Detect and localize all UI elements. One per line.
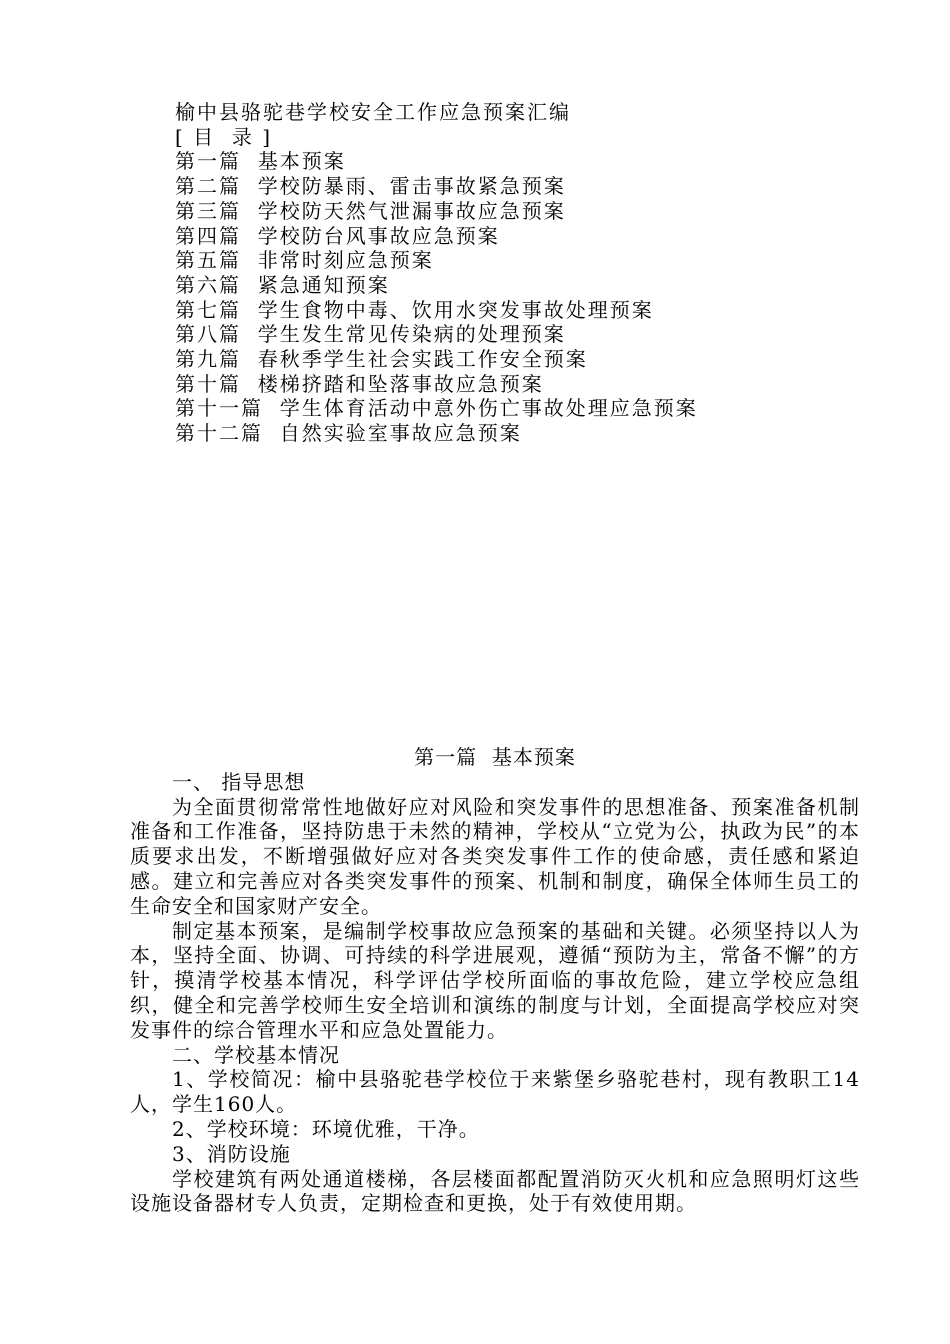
- toc-item: 第三篇 学校防天然气泄漏事故应急预案: [175, 198, 566, 223]
- paragraph: 2、学校环境：环境优雅，干净。: [172, 1116, 480, 1141]
- toc-item: 第七篇 学生食物中毒、饮用水突发事故处理预案: [175, 297, 654, 322]
- toc-heading: [ 目 录 ]: [175, 124, 273, 149]
- table-of-contents: [175, 100, 698, 446]
- toc-item: 第六篇 紧急通知预案: [175, 272, 390, 297]
- section-heading: 二、学校基本情况: [172, 1042, 340, 1067]
- toc-item: 第九篇 春秋季学生社会实践工作安全预案: [175, 347, 588, 372]
- toc-item: 第五篇 非常时刻应急预案: [175, 248, 434, 273]
- document-title: 榆中县骆驼巷学校安全工作应急预案汇编: [175, 100, 571, 124]
- toc-item: 第十一篇 学生体育活动中意外伤亡事故处理应急预案: [175, 396, 698, 421]
- toc-item: 第二篇 学校防暴雨、雷击事故紧急预案: [175, 174, 566, 199]
- toc-item: 第八篇 学生发生常见传染病的处理预案: [175, 322, 566, 347]
- section-heading: 3、消防设施: [172, 1141, 291, 1166]
- toc-item: 第十篇 楼梯挤踏和坠落事故应急预案: [175, 371, 544, 396]
- toc-item: 第十二篇 自然实验室事故应急预案: [175, 421, 522, 446]
- section-title: 第一篇 基本预案: [414, 745, 576, 769]
- paragraph: 制定基本预案，是编制学校事故应急预案的基础和关键。必须坚持以人为本，坚持全面、协调、可持续的科学进展观，遵循“预防为主，常备不懈”的方针，摸清学校基本情况，科学评估学校所面临的事故危险，建立学校应急组织，健全和完善学校师生安全培训和演练的制度与计划，全面提高学校应对突发事件的综合管理水平和应急处置能力。: [130, 918, 860, 1042]
- section-basic-plan: [130, 745, 860, 1216]
- section-heading: 一、 指导思想: [172, 769, 306, 794]
- toc-item: 第一篇 基本预案: [175, 149, 346, 174]
- toc-item: 第四篇 学校防台风事故应急预案: [175, 223, 500, 248]
- paragraph: 学校建筑有两处通道楼梯，各层楼面都配置消防灭火机和应急照明灯这些设施设备器材专人负责，定期检查和更换，处于有效使用期。: [130, 1166, 860, 1216]
- paragraph: 为全面贯彻常常性地做好应对风险和突发事件的思想准备、预案准备机制准备和工作准备，坚持防患于未然的精神，学校从“立党为公，执政为民”的本质要求出发，不断增强做好应对各类突发事件工作的使命感，责任感和紧迫感。建立和完善应对各类突发事件的预案、机制和制度，确保全体师生员工的生命安全和国家财产安全。: [130, 794, 860, 918]
- paragraph: 1、学校简况：榆中县骆驼巷学校位于来紫堡乡骆驼巷村，现有教职工14人，学生160人。: [130, 1067, 860, 1117]
